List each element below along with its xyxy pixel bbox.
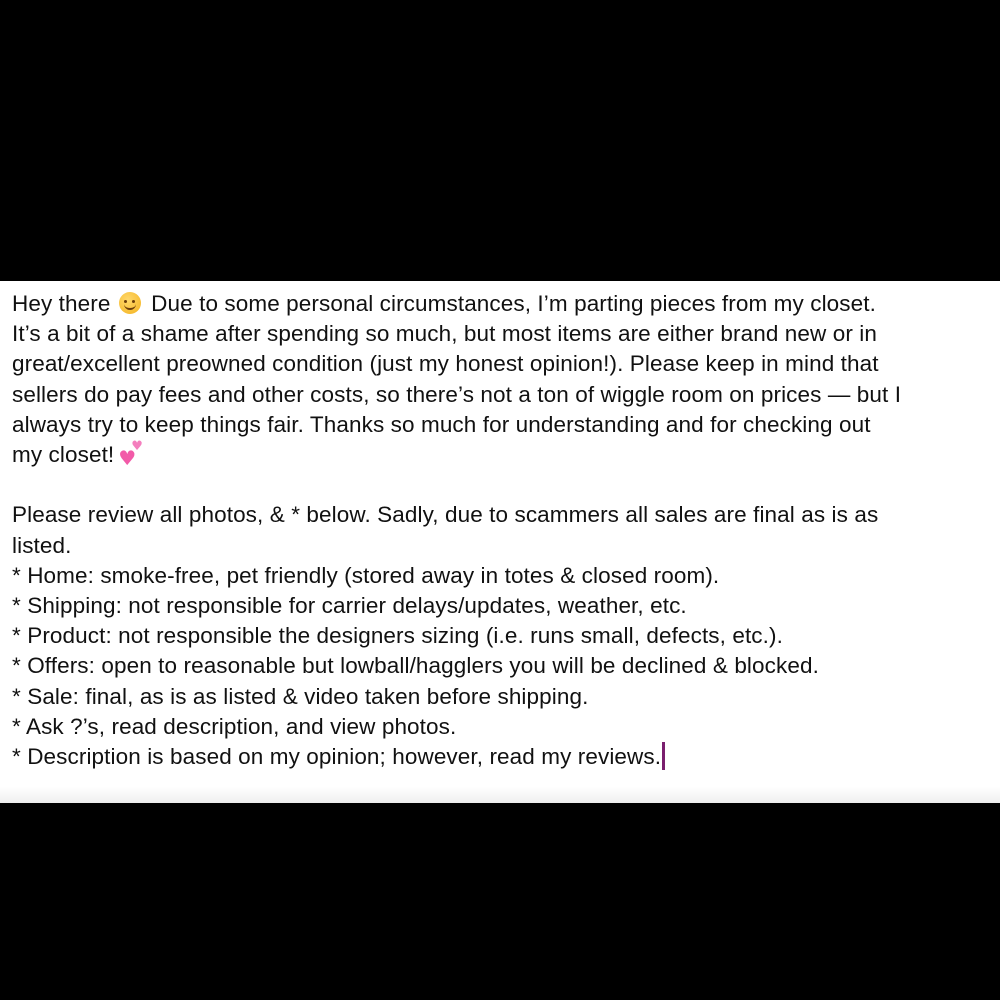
intro-line-6-text: my closet! (12, 442, 115, 468)
policy-item-description-text: * Description is based on my opinion; however, read my reviews. (12, 744, 662, 770)
policy-item-sale: * Sale: final, as is as listed & video taken before shipping. (12, 683, 589, 709)
intro-line-6 (12, 440, 1000, 470)
policy-line-1: Please review all photos, & * below. Sadly, due to scammers all sales are final as is as (12, 502, 879, 528)
intro-line-1-rest: Due to some personal circumstances, I’m parting pieces from my closet. (151, 291, 876, 316)
two-hearts-icon (118, 444, 144, 466)
policy-item-product: * Product: not responsible the designers sizing (i.e. runs small, defects, etc.). (12, 623, 783, 649)
policy-line-2: listed. (12, 532, 72, 558)
smiling-face-icon (119, 292, 141, 314)
policy-item-shipping: * Shipping: not responsible for carrier delays/updates, weather, etc. (12, 593, 687, 619)
intro-line-5: always try to keep things fair. Thanks so much for understanding and for checking out (12, 411, 871, 437)
intro-line-1 (12, 289, 1000, 319)
paragraph-gap (12, 470, 1000, 500)
intro-line-2: It’s a bit of a shame after spending so much, but most items are either brand new or in (12, 321, 877, 347)
text-editor-area[interactable] (0, 281, 1000, 803)
intro-greeting: Hey there (12, 291, 111, 316)
text-cursor (662, 742, 665, 770)
policy-item-offers: * Offers: open to reasonable but lowball/hagglers you will be declined & blocked. (12, 653, 819, 679)
policy-item-description (12, 742, 1000, 772)
policy-item-ask: * Ask ?’s, read description, and view photos. (12, 713, 457, 739)
policy-item-home: * Home: smoke-free, pet friendly (stored away in totes & closed room). (12, 562, 720, 588)
intro-line-4: sellers do pay fees and other costs, so there’s not a ton of wiggle room on prices — but I (12, 381, 902, 407)
intro-line-3: great/excellent preowned condition (just my honest opinion!). Please keep in mind that (12, 351, 879, 377)
